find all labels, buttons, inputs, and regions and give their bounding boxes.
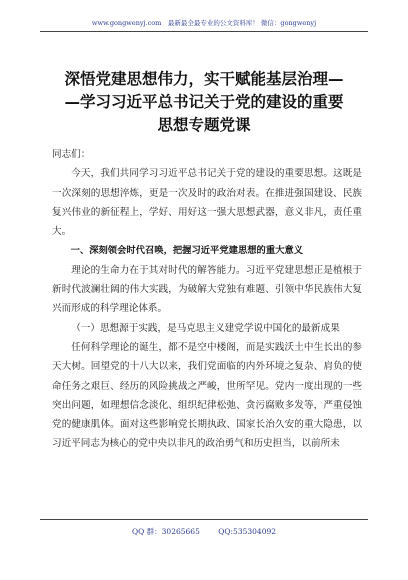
footer-qq: QQ:535304092 (218, 527, 277, 536)
paragraph-3: 任何科学理论的诞生，都不是空中楼阁，而是实践沃土中生长出的参天大树。回望党的十八大以来，我们党面临的内外环境之复杂、肩负的使命任务之艰巨、经历的风险挑战之严峻，世所罕见。党内一度出现的一些突出问题，如理想信念淡化、组织纪律松弛、贪污腐败多发等，严重侵蚀党的健康肌体。面对这些影响党长期执政、国家长治久安的重大隐患，以习近平同志为核心的党中央以非凡的政治勇气和历史担当，以前所未 (52, 341, 362, 450)
footer-divider (40, 519, 368, 520)
footer-qq-group: QQ 群：30265665 (131, 527, 200, 536)
paragraph-1: 今天，我们共同学习习近平总书记关于党的建设的重要思想。这既是一次深刻的思想淬炼，更是一次及时的政治对表。在推进强国建设、民族复兴伟业的新征程上，学好、用好这一强大思想武器，意义非凡，责任重大。 (52, 168, 362, 238)
salutation: 同志们： (52, 149, 91, 160)
title-line-3: 思想专题党课 (157, 116, 251, 134)
subsection-heading-1: （一）思想源于实践，是马克思主义建党学说中国化的最新成果 (71, 322, 340, 334)
title-line-1: 深悟党建思想伟力，实干赋能基层治理— (64, 70, 344, 88)
title-line-2: —学习习近平总书记关于党的建设的重要 (64, 93, 344, 111)
page-footer (0, 526, 408, 537)
header-divider (40, 31, 368, 32)
page-header: www.gongwenyj.com 最新最全最专业的公文资料库！ 微信：gongwenyj (91, 19, 317, 27)
document-body (52, 145, 362, 454)
section-heading-1: 一、深刻领会时代召唤，把握习近平党建思想的重大意义 (70, 245, 304, 257)
document-title (44, 68, 364, 137)
paragraph-2: 理论的生命力在于其对时代的解答能力。习近平党建思想正是植根于新时代波澜壮阔的伟大实践，为破解大党独有难题、引领中华民族伟大复兴而形成的科学理论体系。 (52, 264, 362, 315)
